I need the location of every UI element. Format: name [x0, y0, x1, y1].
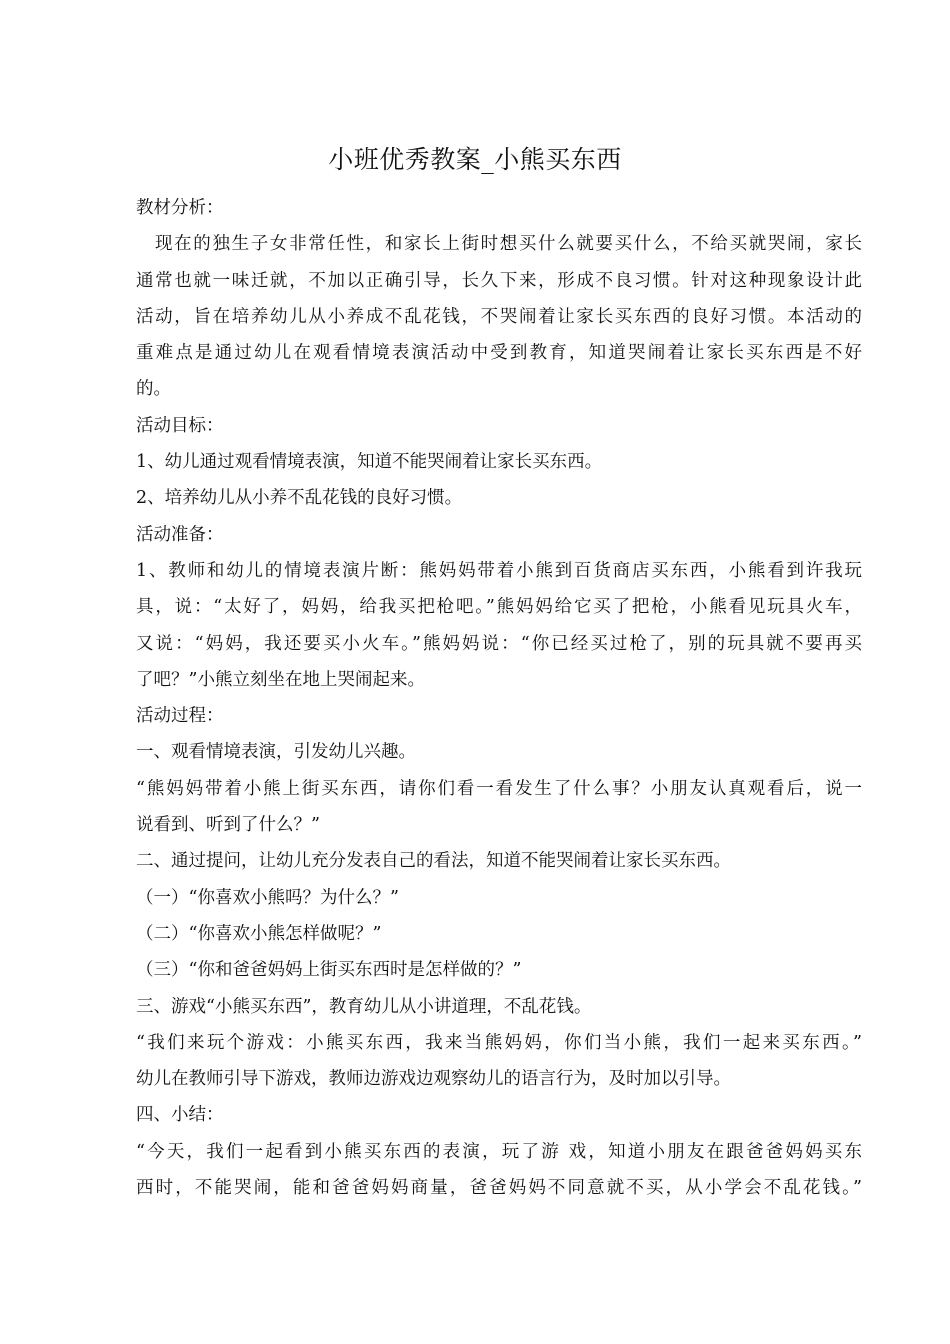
text-line: 具，说：“太好了，妈妈，给我买把枪吧。”熊妈妈给它买了把枪，小熊看见玩具火车，: [136, 597, 862, 618]
text-line: 教材分析：: [136, 198, 224, 218]
text-line: 1、幼儿通过观看情境表演，知道不能哭闹着让家长买东西。: [136, 452, 603, 473]
text-line: 活动准备：: [136, 524, 224, 545]
text-line: 活动过程：: [136, 706, 224, 727]
text-line: “熊妈妈带着小熊上街买东西，请你们看一看发生了什么事？小朋友认真观看后，说一: [136, 778, 862, 799]
text-line: 四、小结：: [136, 1105, 224, 1126]
text-line: 说看到、听到了什么？”: [136, 815, 320, 836]
text-line: 活动，旨在培养幼儿从小养成不乱花钱，不哭闹着让家长买东西的良好习惯。本活动的: [136, 306, 862, 327]
document-title: 小班优秀教案_小熊买东西: [328, 145, 622, 174]
text-line: 幼儿在教师引导下游戏，教师边游戏边观察幼儿的语言行为，及时加以引导。: [136, 1069, 731, 1090]
text-line: （三）“你和爸爸妈妈上街买东西时是怎样做的？”: [136, 960, 522, 981]
text-line: （二）“你喜欢小熊怎样做呢？”: [136, 923, 382, 944]
text-line: 二、通过提问，让幼儿充分发表自己的看法，知道不能哭闹着让家长买东西。: [136, 851, 731, 872]
text-line: 重难点是通过幼儿在观看情境表演活动中受到教育，知道哭闹着让家长买东西是不好: [136, 343, 862, 364]
text-line: 2、培养幼儿从小养不乱花钱的良好习惯。: [136, 488, 463, 509]
text-line: 又说：“妈妈，我还要买小火车。”熊妈妈说：“你已经买过枪了，别的玩具就不要再买: [136, 633, 862, 654]
text-line: 现在的独生子女非常任性，和家长上街时想买什么就要买什么，不给买就哭闹，家长: [155, 234, 862, 255]
text-line: 一、观看情境表演，引发幼儿兴趣。: [136, 742, 416, 763]
text-line: 的。: [136, 379, 171, 400]
text-line: 了吧？”小熊立刻坐在地上哭闹起来。: [136, 669, 425, 690]
document-body: [136, 190, 862, 1206]
text-line: （一）“你喜欢小熊吗？为什么？”: [136, 887, 399, 908]
text-line: 活动目标：: [136, 415, 224, 436]
text-line: “今天，我们一起看到小熊买东西的表演，玩了游 戏，知道小朋友在跟爸爸妈妈买东: [136, 1141, 862, 1162]
text-line: 西时，不能哭闹，能和爸爸妈妈商量，爸爸妈妈不同意就不买，从小学会不乱花钱。”: [136, 1178, 862, 1199]
text-line: 通常也就一味迁就，不加以正确引导，长久下来，形成不良习惯。针对这种现象设计此: [136, 270, 862, 291]
text-line: “我们来玩个游戏：小熊买东西，我来当熊妈妈，你们当小熊，我们一起来买东西。”: [136, 1032, 862, 1053]
text-line: 1、教师和幼儿的情境表演片断：熊妈妈带着小熊到百货商店买东西，小熊看到许我玩: [136, 560, 862, 581]
text-line: 三、游戏“小熊买东西”，教育幼儿从小讲道理，不乱花钱。: [136, 996, 592, 1017]
